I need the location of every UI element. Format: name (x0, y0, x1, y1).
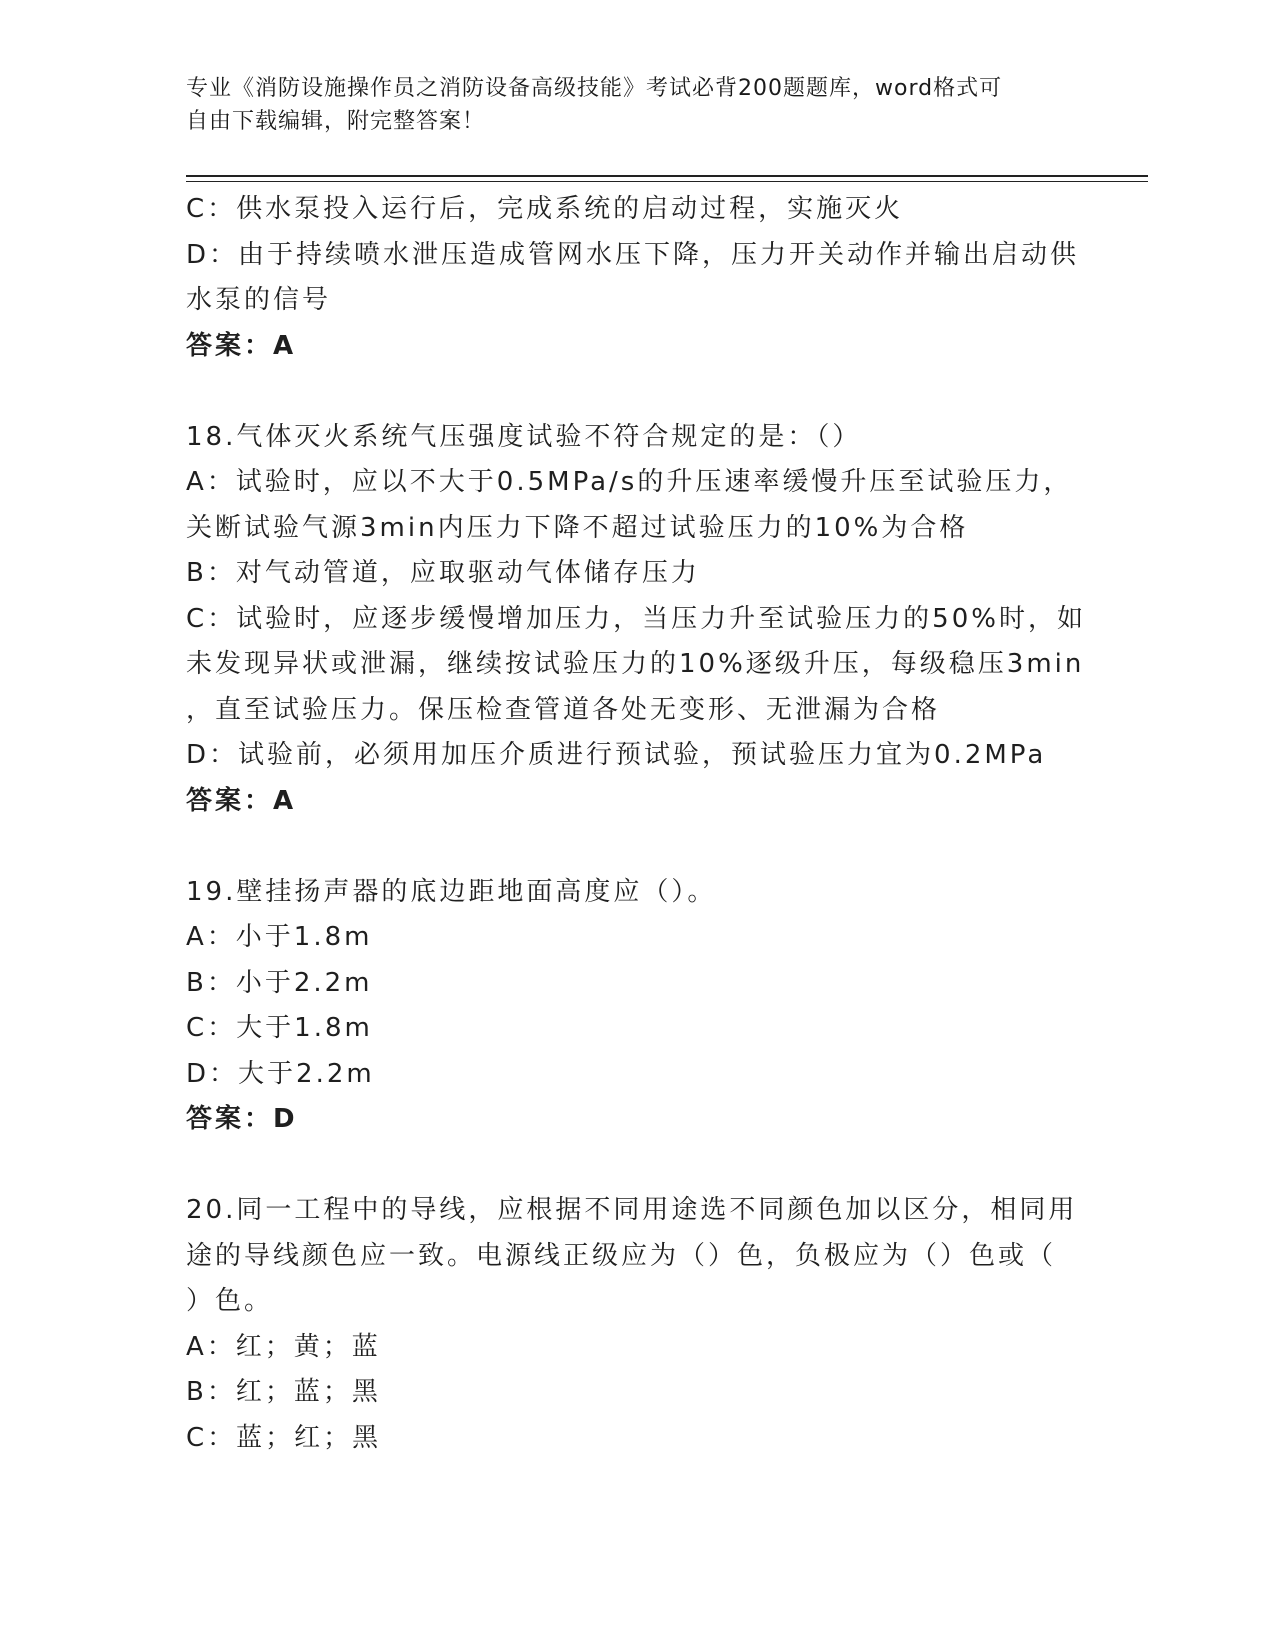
question-stem-line-3: ）色。 (186, 1286, 274, 1316)
option-c-line-1: C：试验时，应逐步缓慢增加压力，当压力升至试验压力的50%时，如 (186, 603, 1086, 634)
spacer (186, 1143, 1086, 1189)
option-d: D：大于2.2m (186, 1058, 375, 1089)
spacer (186, 824, 1086, 870)
option-a: A：红；黄；蓝 (186, 1331, 381, 1362)
option-b: B：对气动管道，应取驱动气体储存压力 (186, 558, 700, 588)
option-c: C：供水泵投入运行后，完成系统的启动过程，实施灭火 (186, 194, 904, 224)
option-a: A：小于1.8m (186, 922, 373, 952)
option-c: C：蓝；红；黑 (186, 1422, 382, 1453)
header-line-2: 自由下载编辑，附完整答案！ (186, 109, 486, 134)
question-17-tail (186, 187, 1086, 369)
option-d-line-2: 水泵的信号 (186, 285, 332, 315)
document-header (186, 72, 1066, 138)
question-stem-line-1: 20.同一工程中的导线，应根据不同用途选不同颜色加以区分，相同用 (186, 1195, 1078, 1225)
question-19 (186, 870, 1086, 1143)
option-d: D：试验前，必须用加压介质进行预试验，预试验压力宜为0.2MPa (186, 740, 1047, 770)
spacer (186, 369, 1086, 415)
question-stem: 18.气体灭火系统气压强度试验不符合规定的是：（） (186, 421, 862, 452)
option-c: C：大于1.8m (186, 1013, 373, 1043)
answer: 答案：A (186, 785, 297, 816)
answer: 答案：A (186, 330, 297, 361)
option-a-line-1: A：试验时，应以不大于0.5MPa/s的升压速率缓慢升压至试验压力， (186, 467, 1073, 497)
answer: 答案：D (186, 1104, 298, 1134)
question-stem-line-2: 途的导线颜色应一致。电源线正级应为（）色，负极应为（）色或（ (186, 1240, 1057, 1271)
question-20 (186, 1188, 1086, 1461)
question-stem: 19.壁挂扬声器的底边距地面高度应（）。 (186, 876, 717, 907)
question-18 (186, 415, 1086, 825)
option-b: B：小于2.2m (186, 967, 373, 998)
option-c-line-2: 未发现异状或泄漏，继续按试验压力的10%逐级升压，每级稳压3min (186, 649, 1085, 679)
option-d-line-1: D：由于持续喷水泄压造成管网水压下降，压力开关动作并输出启动供 (186, 239, 1080, 270)
header-divider-thin (186, 181, 1148, 182)
header-line-1: 专业《消防设施操作员之消防设备高级技能》考试必背200题题库，word格式可 (186, 76, 1003, 101)
question-list (186, 187, 1086, 1461)
option-b: B：红；蓝；黑 (186, 1377, 381, 1407)
option-a-line-2: 关断试验气源3min内压力下降不超过试验压力的10%为合格 (186, 512, 969, 543)
option-c-line-3: ，直至试验压力。保压检查管道各处无变形、无泄漏为合格 (186, 694, 941, 725)
header-divider-thick (186, 175, 1148, 177)
